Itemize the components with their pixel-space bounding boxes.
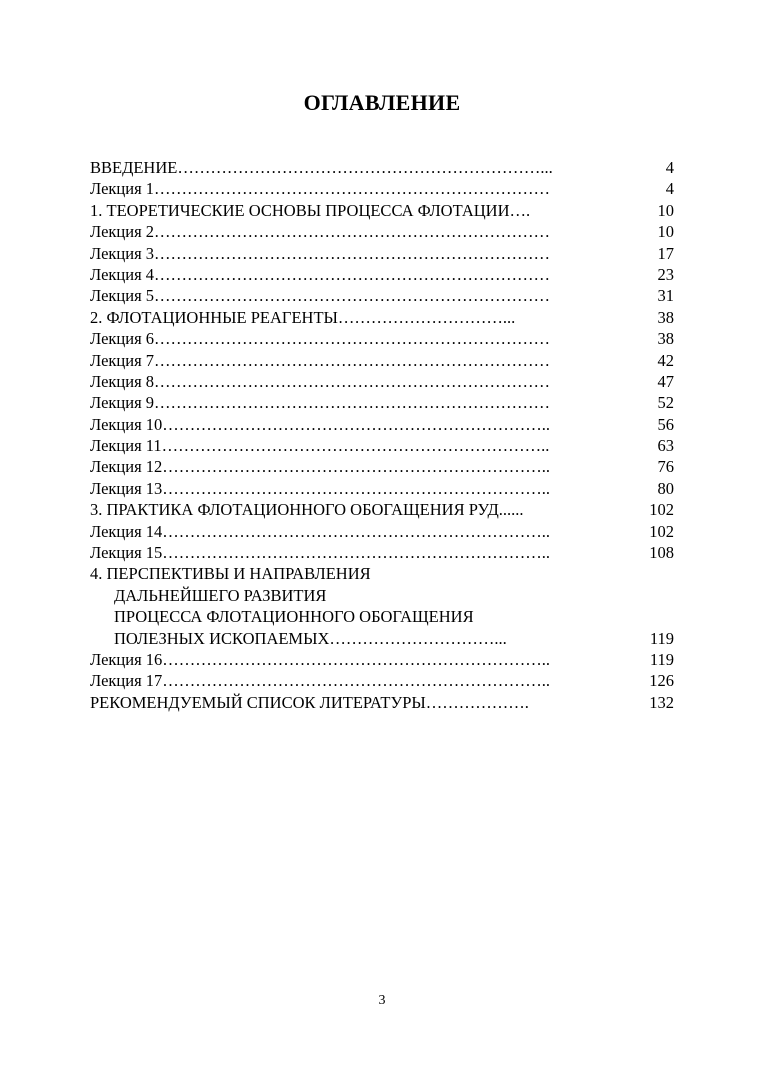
toc-row: [90, 200, 674, 221]
toc-row: [90, 628, 674, 649]
toc-row: [90, 392, 674, 413]
page-title: ОГЛАВЛЕНИЕ: [303, 90, 461, 115]
toc-page-number: 102: [649, 500, 674, 520]
table-of-contents: [90, 157, 674, 713]
toc-entry-text: 3. ПРАКТИКА ФЛОТАЦИОННОГО ОБОГАЩЕНИЯ РУД......: [90, 500, 524, 520]
toc-entry-text: Лекция 1………………………………………………………………: [90, 179, 551, 199]
toc-page-number: 119: [649, 649, 674, 669]
toc-page-number: 108: [649, 543, 674, 563]
toc-page-number: 56: [657, 414, 674, 434]
toc-entry-text: Лекция 4………………………………………………………………: [90, 264, 551, 284]
toc-entry-text: Лекция 15……………………………………………………………..: [90, 543, 551, 563]
toc-row: [90, 178, 674, 199]
toc-page-number: 10: [657, 222, 674, 242]
toc-entry-text: Лекция 6………………………………………………………………: [90, 329, 551, 349]
toc-entry-text: 1. ТЕОРЕТИЧЕСКИЕ ОСНОВЫ ПРОЦЕССА ФЛОТАЦИИ….: [90, 200, 531, 220]
toc-page-number: 38: [657, 329, 674, 349]
toc-page-number: 63: [657, 436, 674, 456]
toc-row: [90, 478, 674, 499]
toc-row: [90, 307, 674, 328]
toc-entry-text: ПРОЦЕССА ФЛОТАЦИОННОГО ОБОГАЩЕНИЯ: [114, 607, 474, 627]
toc-page-number: 42: [657, 350, 674, 370]
toc-row: [90, 243, 674, 264]
toc-entry-text: Лекция 9………………………………………………………………: [90, 393, 551, 413]
toc-entry-text: Лекция 16……………………………………………………………..: [90, 649, 551, 669]
toc-page-number: 47: [657, 371, 674, 391]
toc-row: [90, 221, 674, 242]
toc-row: [90, 692, 674, 713]
toc-row: [90, 285, 674, 306]
toc-row: [90, 414, 674, 435]
toc-entry-text: Лекция 14……………………………………………………………..: [90, 521, 551, 541]
toc-entry-text: Лекция 12……………………………………………………………..: [90, 457, 551, 477]
toc-page-number: 4: [665, 158, 674, 177]
toc-entry-text: Лекция 7………………………………………………………………: [90, 350, 551, 370]
toc-entry-text: Лекция 2………………………………………………………………: [90, 222, 551, 242]
toc-row: [90, 542, 674, 563]
toc-entry-text: ДАЛЬНЕЙШЕГО РАЗВИТИЯ: [114, 585, 327, 605]
toc-page-number: 52: [657, 393, 674, 413]
toc-entry-text: Лекция 10……………………………………………………………..: [90, 414, 551, 434]
toc-page-number: 38: [657, 307, 674, 327]
toc-page-number: 119: [649, 628, 674, 648]
toc-page-number: 102: [649, 521, 674, 541]
toc-row: [90, 264, 674, 285]
toc-row: [90, 435, 674, 456]
toc-row: [90, 606, 674, 627]
toc-row: [90, 521, 674, 542]
toc-row: [90, 350, 674, 371]
toc-page-number: 76: [657, 457, 674, 477]
toc-page-number: 80: [657, 478, 674, 498]
toc-entry-text: ВВЕДЕНИЕ…………………………………………………………...: [90, 158, 553, 177]
toc-row: [90, 157, 674, 178]
toc-row: [90, 585, 674, 606]
toc-entry-text: 2. ФЛОТАЦИОННЫЕ РЕАГЕНТЫ…………………………...: [90, 307, 516, 327]
toc-row: [90, 328, 674, 349]
toc-page-number: 132: [649, 692, 674, 712]
toc-entry-text: Лекция 11……………………………………………………………..: [90, 436, 550, 456]
page-number: 3: [378, 993, 386, 1008]
toc-page-number: 31: [657, 286, 674, 306]
toc-page-number: 126: [649, 671, 674, 691]
toc-row: [90, 371, 674, 392]
toc-row: [90, 456, 674, 477]
toc-row: [90, 499, 674, 520]
toc-page-number: 23: [657, 264, 674, 284]
toc-entry-text: Лекция 3………………………………………………………………: [90, 243, 551, 263]
toc-row: [90, 649, 674, 670]
toc-entry-text: Лекция 8………………………………………………………………: [90, 371, 551, 391]
toc-page-number: 17: [657, 243, 674, 263]
toc-entry-text: Лекция 5………………………………………………………………: [90, 286, 551, 306]
toc-entry-text: 4. ПЕРСПЕКТИВЫ И НАПРАВЛЕНИЯ: [90, 564, 371, 584]
toc-entry-text: Лекция 17……………………………………………………………..: [90, 671, 551, 691]
toc-row: [90, 670, 674, 691]
toc-row: [90, 563, 674, 584]
toc-entry-text: РЕКОМЕНДУЕМЫЙ СПИСОК ЛИТЕРАТУРЫ……………….: [90, 692, 529, 712]
toc-entry-text: Лекция 13……………………………………………………………..: [90, 478, 551, 498]
toc-page-number: 4: [665, 179, 674, 199]
toc-page-number: 10: [657, 200, 674, 220]
toc-entry-text: ПОЛЕЗНЫХ ИСКОПАЕМЫХ…………………………...: [114, 628, 507, 648]
